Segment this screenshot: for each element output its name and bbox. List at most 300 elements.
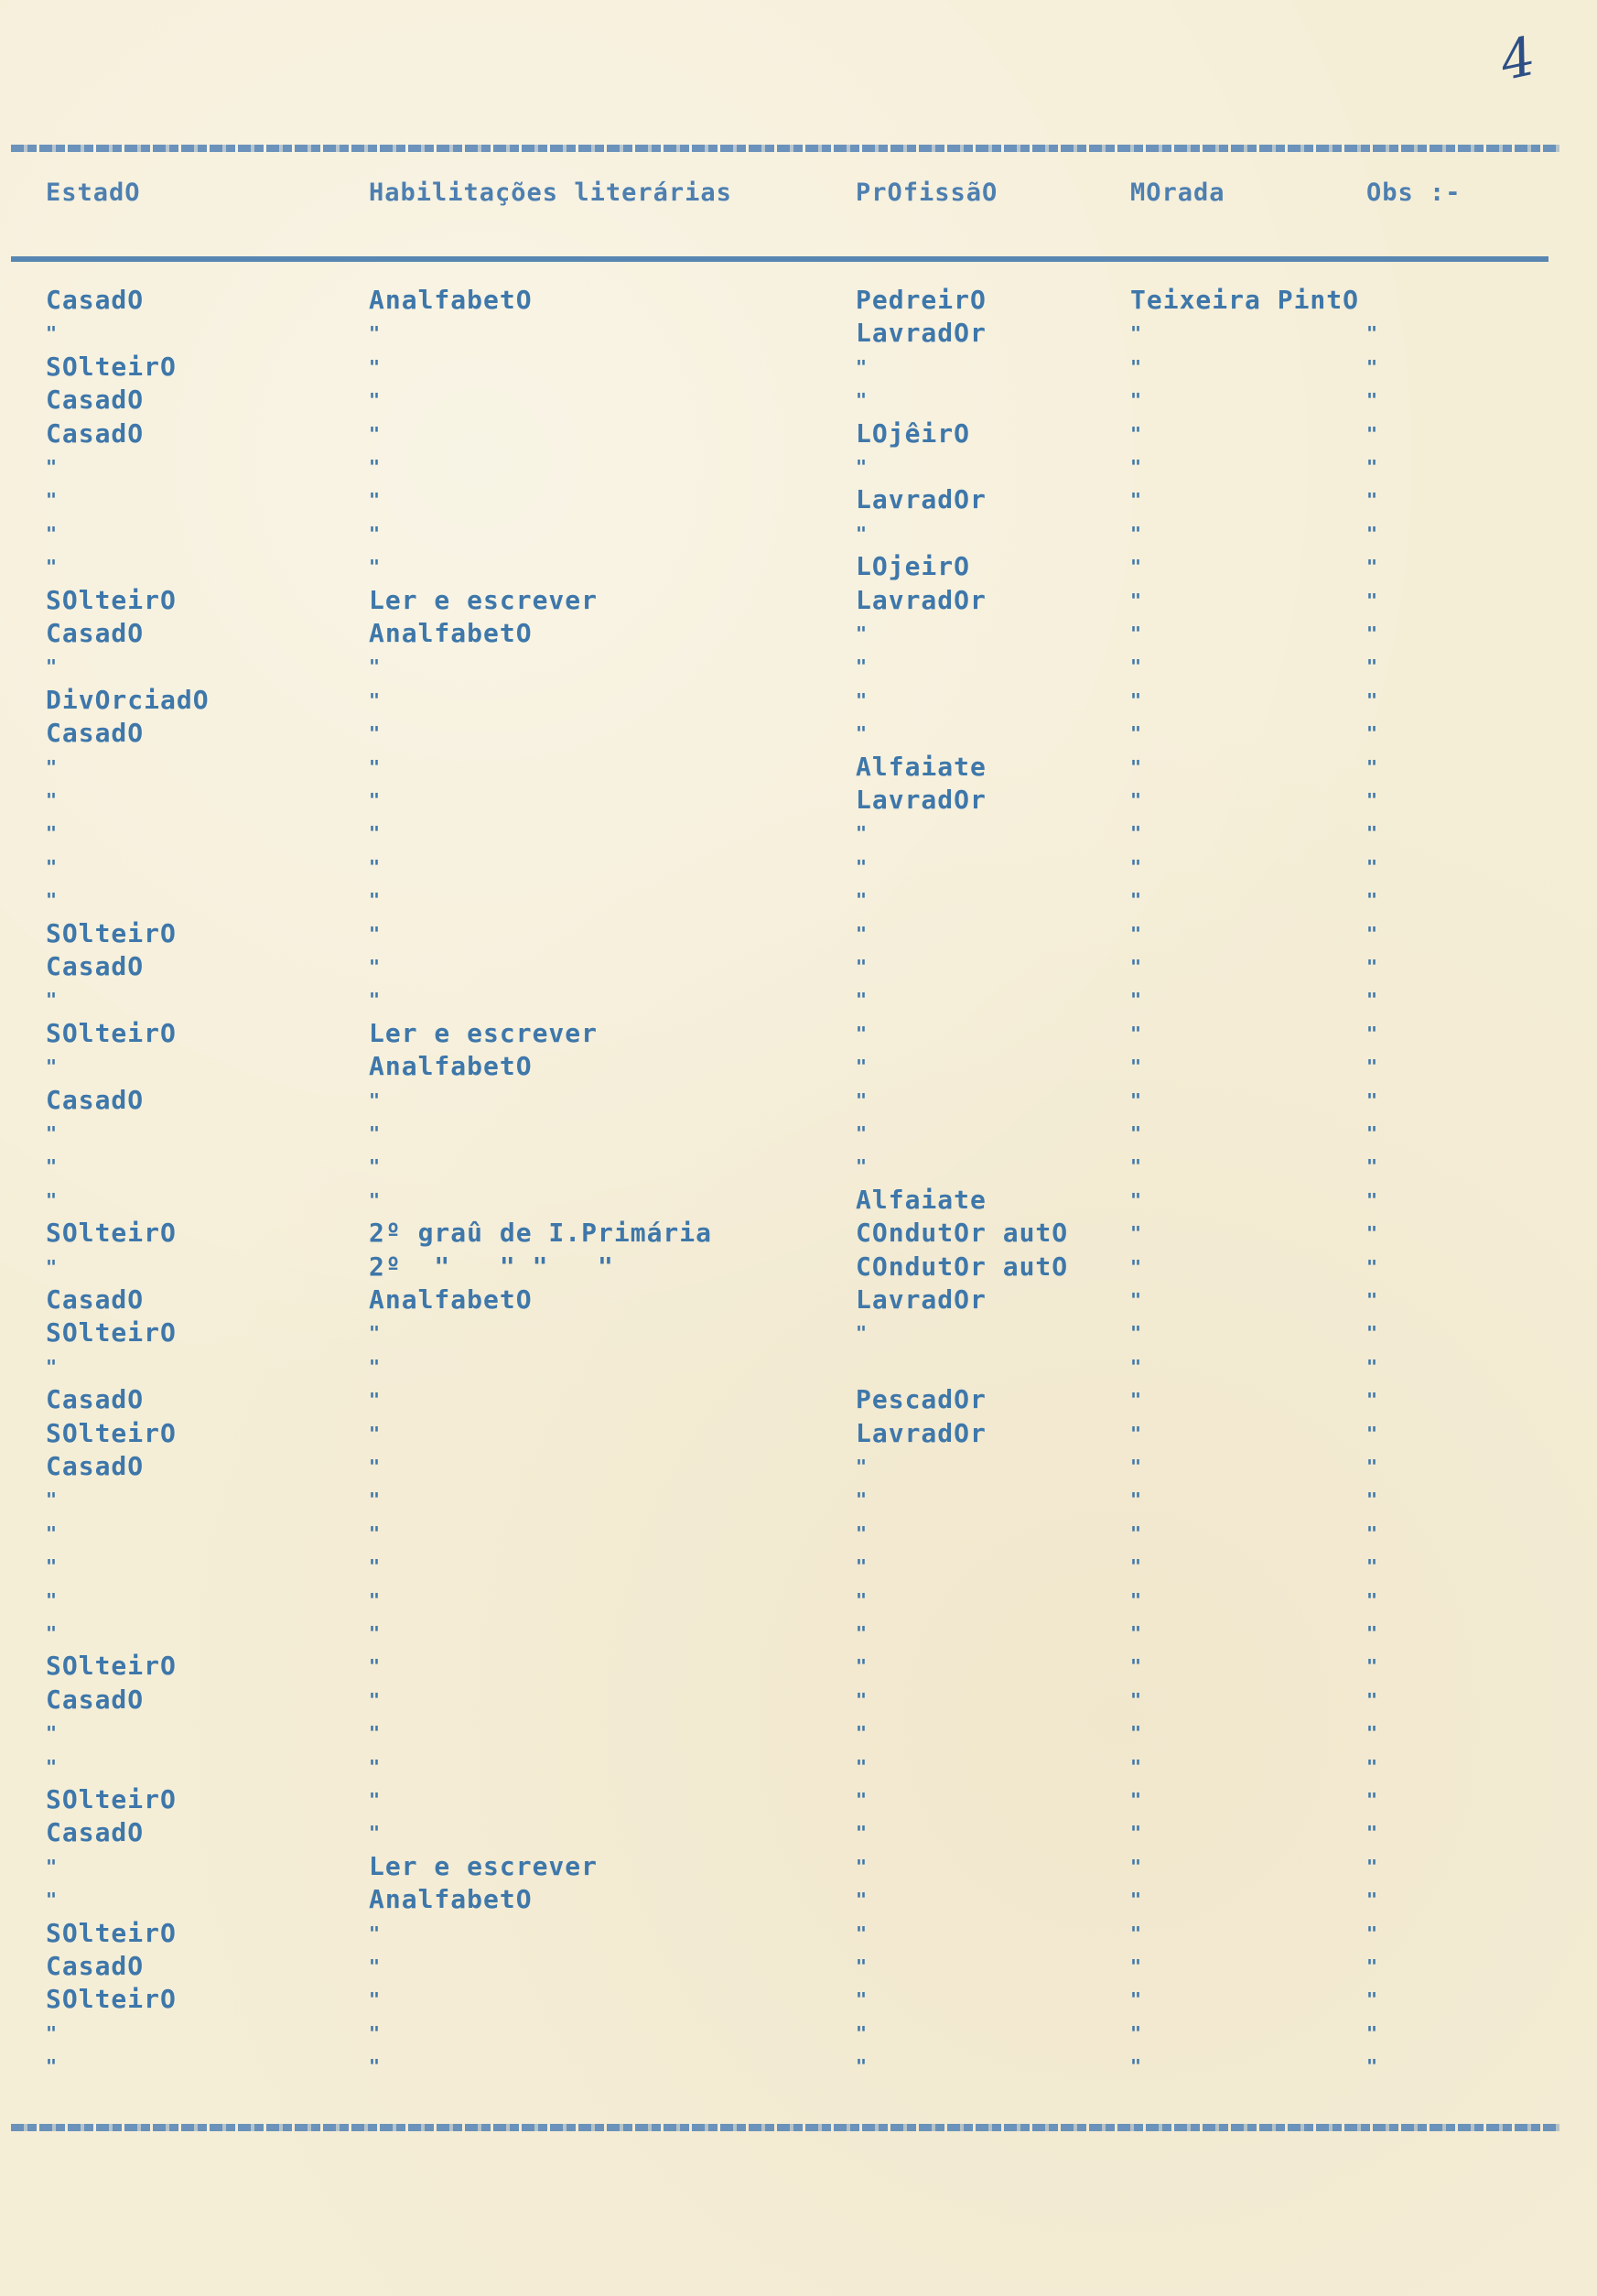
table-row xyxy=(0,517,1597,550)
cell-estado: " xyxy=(46,1355,58,1378)
cell-profissao: " xyxy=(856,688,868,711)
cell-obs: " xyxy=(1366,1955,1378,1977)
cell-profissao: Alfaiate xyxy=(856,751,987,782)
cell-estado: " xyxy=(46,1622,58,1644)
cell-estado: " xyxy=(46,489,58,512)
table-header xyxy=(0,179,1597,210)
cell-obs: " xyxy=(1366,1789,1378,1811)
cell-morada: " xyxy=(1130,1088,1142,1111)
cell-habilitacoes: " xyxy=(369,2055,381,2078)
table-row xyxy=(0,1117,1597,1150)
cell-morada: " xyxy=(1130,855,1142,878)
cell-morada: " xyxy=(1130,822,1142,845)
cell-obs: " xyxy=(1366,1755,1378,1778)
cell-habilitacoes: " xyxy=(369,422,381,445)
cell-profissao: " xyxy=(856,855,868,878)
cell-morada: " xyxy=(1130,1056,1142,1078)
cell-habilitacoes: " xyxy=(369,522,381,545)
cell-estado: " xyxy=(46,1489,58,1511)
table-row xyxy=(0,1816,1597,1849)
cell-estado: " xyxy=(46,1755,58,1778)
cell-morada: " xyxy=(1130,2055,1142,2078)
cell-estado: " xyxy=(46,655,58,678)
cell-estado: SOlteirO xyxy=(46,1218,177,1249)
cell-obs: " xyxy=(1366,1988,1378,2011)
table-row xyxy=(0,1717,1597,1749)
cell-estado: " xyxy=(46,1722,58,1745)
cell-obs: " xyxy=(1366,922,1378,945)
cell-obs: " xyxy=(1366,1088,1378,1111)
table-row xyxy=(0,1550,1597,1583)
cell-estado: CasadO xyxy=(46,1951,145,1981)
cell-obs: " xyxy=(1366,389,1378,412)
cell-morada: " xyxy=(1130,522,1142,545)
table-row xyxy=(0,1316,1597,1349)
cell-estado: SOlteirO xyxy=(46,1017,177,1048)
header-estado: EstadO xyxy=(46,179,141,207)
cell-profissao: " xyxy=(856,1555,868,1578)
cell-obs: " xyxy=(1366,355,1378,378)
cell-profissao: " xyxy=(856,2021,868,2044)
cell-estado: " xyxy=(46,322,58,345)
cell-profissao: LavradOr xyxy=(856,1417,987,1448)
cell-profissao: " xyxy=(856,922,868,945)
table-row xyxy=(0,284,1597,317)
cell-habilitacoes: " xyxy=(369,889,381,912)
table-row xyxy=(0,650,1597,683)
table-row xyxy=(0,1283,1597,1316)
cell-habilitacoes: " xyxy=(369,1622,381,1644)
header-obs: Obs :- xyxy=(1366,179,1462,207)
cell-morada: " xyxy=(1130,1489,1142,1511)
cell-obs: " xyxy=(1366,1422,1378,1445)
cell-morada: " xyxy=(1130,2021,1142,2044)
cell-obs: " xyxy=(1366,1355,1378,1378)
cell-profissao: " xyxy=(856,1789,868,1811)
cell-obs: " xyxy=(1366,1655,1378,1678)
cell-profissao: LavradOr xyxy=(856,318,987,349)
cell-obs: " xyxy=(1366,1622,1378,1644)
table-row xyxy=(0,1084,1597,1117)
cell-estado: " xyxy=(46,1056,58,1078)
cell-obs: " xyxy=(1366,2021,1378,2044)
cell-habilitacoes: Ler e escrever xyxy=(369,1850,599,1881)
table-row xyxy=(0,1217,1597,1250)
cell-profissao: " xyxy=(856,1955,868,1977)
cell-morada: " xyxy=(1130,1922,1142,1944)
cell-profissao: " xyxy=(856,1922,868,1944)
table-row xyxy=(0,1050,1597,1083)
cell-habilitacoes: " xyxy=(369,855,381,878)
table-row xyxy=(0,1584,1597,1617)
top-dashed-rule xyxy=(11,145,1559,152)
cell-estado: " xyxy=(46,822,58,845)
cell-morada: " xyxy=(1130,1822,1142,1845)
cell-habilitacoes: " xyxy=(369,1088,381,1111)
cell-estado: SOlteirO xyxy=(46,917,177,948)
cell-morada: " xyxy=(1130,1456,1142,1478)
table-row xyxy=(0,550,1597,583)
cell-profissao: " xyxy=(856,1456,868,1478)
cell-profissao: " xyxy=(856,1655,868,1678)
cell-estado: CasadO xyxy=(46,1384,145,1415)
cell-profissao: " xyxy=(856,1988,868,2011)
cell-estado: " xyxy=(46,456,58,478)
cell-habilitacoes: " xyxy=(369,322,381,345)
cell-habilitacoes: Ler e escrever xyxy=(369,584,599,615)
cell-obs: " xyxy=(1366,1056,1378,1078)
table-row xyxy=(0,1983,1597,2016)
cell-profissao: LavradOr xyxy=(856,584,987,615)
cell-profissao: COndutOr autO xyxy=(856,1251,1069,1282)
cell-estado: " xyxy=(46,989,58,1012)
cell-obs: " xyxy=(1366,456,1378,478)
cell-profissao: LOjêirO xyxy=(856,417,971,449)
cell-habilitacoes: " xyxy=(369,755,381,778)
cell-profissao: " xyxy=(856,1522,868,1544)
cell-profissao: " xyxy=(856,1822,868,1845)
table-row xyxy=(0,351,1597,384)
cell-estado: CasadO xyxy=(46,285,145,315)
cell-estado: SOlteirO xyxy=(46,1984,177,2015)
cell-morada: " xyxy=(1130,1322,1142,1345)
cell-obs: " xyxy=(1366,1456,1378,1478)
cell-habilitacoes: " xyxy=(369,1789,381,1811)
cell-habilitacoes: " xyxy=(369,355,381,378)
table-row xyxy=(0,1150,1597,1183)
cell-estado: SOlteirO xyxy=(46,1417,177,1448)
cell-estado: CasadO xyxy=(46,1451,145,1481)
cell-estado: " xyxy=(46,1588,58,1611)
table-row xyxy=(0,1684,1597,1717)
cell-obs: " xyxy=(1366,1289,1378,1311)
cell-habilitacoes: " xyxy=(369,1722,381,1745)
cell-profissao: " xyxy=(856,1322,868,1345)
cell-estado: CasadO xyxy=(46,718,145,749)
cell-obs: " xyxy=(1366,522,1378,545)
cell-estado: CasadO xyxy=(46,1284,145,1315)
cell-morada: " xyxy=(1130,956,1142,978)
cell-morada: " xyxy=(1130,1988,1142,2011)
cell-habilitacoes: 2º " " " " xyxy=(369,1251,614,1282)
cell-profissao: " xyxy=(856,1489,868,1511)
cell-habilitacoes: " xyxy=(369,1522,381,1544)
table-row xyxy=(0,1750,1597,1783)
table-row xyxy=(0,917,1597,950)
cell-habilitacoes: " xyxy=(369,1822,381,1845)
cell-morada: " xyxy=(1130,1722,1142,1745)
cell-morada: Teixeira PintO xyxy=(1130,285,1360,315)
table-row xyxy=(0,817,1597,850)
cell-morada: " xyxy=(1130,1622,1142,1644)
table-row xyxy=(0,717,1597,750)
cell-obs: " xyxy=(1366,556,1378,579)
cell-obs: " xyxy=(1366,422,1378,445)
header-underline xyxy=(11,256,1548,262)
cell-morada: " xyxy=(1130,1022,1142,1045)
cell-obs: " xyxy=(1366,1889,1378,1912)
cell-estado: " xyxy=(46,1155,58,1178)
table-row xyxy=(0,584,1597,617)
page-number-handwritten: 4 xyxy=(1494,24,1541,93)
cell-obs: " xyxy=(1366,755,1378,778)
table-row xyxy=(0,2050,1597,2083)
cell-profissao: " xyxy=(856,822,868,845)
cell-obs: " xyxy=(1366,1688,1378,1711)
cell-estado: DivOrciadO xyxy=(46,684,210,715)
cell-obs: " xyxy=(1366,655,1378,678)
cell-habilitacoes: " xyxy=(369,1389,381,1412)
table-row xyxy=(0,983,1597,1016)
table-row xyxy=(0,883,1597,916)
cell-habilitacoes: " xyxy=(369,1655,381,1678)
table-row xyxy=(0,1783,1597,1816)
table-row xyxy=(0,850,1597,883)
cell-morada: " xyxy=(1130,489,1142,512)
cell-estado: " xyxy=(46,1122,58,1144)
table-row xyxy=(0,1650,1597,1683)
cell-obs: " xyxy=(1366,1922,1378,1944)
table-row xyxy=(0,1184,1597,1217)
cell-profissao: Alfaiate xyxy=(856,1184,987,1215)
cell-estado: SOlteirO xyxy=(46,1317,177,1348)
table-row xyxy=(0,1450,1597,1483)
cell-estado: SOlteirO xyxy=(46,584,177,615)
table-row xyxy=(0,950,1597,983)
cell-estado: " xyxy=(46,2021,58,2044)
table-row xyxy=(0,684,1597,717)
cell-estado: CasadO xyxy=(46,951,145,981)
cell-habilitacoes: " xyxy=(369,1489,381,1511)
cell-habilitacoes: " xyxy=(369,1355,381,1378)
cell-morada: " xyxy=(1130,1122,1142,1144)
cell-estado: " xyxy=(46,889,58,912)
cell-obs: " xyxy=(1366,1222,1378,1245)
cell-obs: " xyxy=(1366,623,1378,644)
table-row xyxy=(0,784,1597,817)
cell-estado: CasadO xyxy=(46,384,145,416)
cell-estado: " xyxy=(46,2055,58,2078)
cell-habilitacoes: " xyxy=(369,822,381,845)
cell-estado: SOlteirO xyxy=(46,1784,177,1814)
cell-obs: " xyxy=(1366,1155,1378,1178)
cell-profissao: " xyxy=(856,1755,868,1778)
cell-morada: " xyxy=(1130,1389,1142,1412)
table-row xyxy=(0,1383,1597,1416)
cell-estado: " xyxy=(46,1188,58,1211)
cell-obs: " xyxy=(1366,822,1378,845)
cell-habilitacoes: " xyxy=(369,956,381,978)
cell-profissao: " xyxy=(856,655,868,678)
table-row xyxy=(0,1017,1597,1050)
cell-obs: " xyxy=(1366,1122,1378,1144)
cell-habilitacoes: " xyxy=(369,722,381,745)
table-row xyxy=(0,2017,1597,2050)
cell-profissao: " xyxy=(856,389,868,412)
cell-habilitacoes: " xyxy=(369,556,381,579)
cell-obs: " xyxy=(1366,1588,1378,1611)
cell-habilitacoes: AnalfabetO xyxy=(369,1051,533,1082)
cell-habilitacoes: " xyxy=(369,1456,381,1478)
cell-habilitacoes: 2º graû de I.Primária xyxy=(369,1218,713,1249)
cell-morada: " xyxy=(1130,623,1142,644)
cell-habilitacoes: " xyxy=(369,489,381,512)
cell-habilitacoes: AnalfabetO xyxy=(369,1884,533,1915)
cell-habilitacoes: " xyxy=(369,389,381,412)
cell-morada: " xyxy=(1130,688,1142,711)
cell-profissao: " xyxy=(856,1022,868,1045)
cell-profissao: " xyxy=(856,722,868,745)
table-row xyxy=(0,417,1597,450)
cell-habilitacoes: " xyxy=(369,1155,381,1178)
cell-habilitacoes: " xyxy=(369,989,381,1012)
table-row xyxy=(0,1883,1597,1916)
cell-morada: " xyxy=(1130,389,1142,412)
cell-habilitacoes: " xyxy=(369,1922,381,1944)
cell-obs: " xyxy=(1366,2055,1378,2078)
cell-morada: " xyxy=(1130,789,1142,811)
cell-obs: " xyxy=(1366,722,1378,745)
cell-obs: " xyxy=(1366,322,1378,345)
cell-estado: " xyxy=(46,556,58,579)
table-row xyxy=(0,1950,1597,1983)
cell-obs: " xyxy=(1366,489,1378,512)
cell-profissao: LOjeirO xyxy=(856,551,971,582)
cell-morada: " xyxy=(1130,422,1142,445)
cell-estado: " xyxy=(46,789,58,811)
cell-morada: " xyxy=(1130,1889,1142,1912)
bottom-dashed-rule xyxy=(11,2124,1559,2131)
cell-profissao: " xyxy=(856,1889,868,1912)
cell-profissao: " xyxy=(856,1588,868,1611)
cell-obs: " xyxy=(1366,589,1378,612)
cell-habilitacoes: " xyxy=(369,922,381,945)
cell-morada: " xyxy=(1130,1688,1142,1711)
cell-morada: " xyxy=(1130,1289,1142,1311)
cell-habilitacoes: AnalfabetO xyxy=(369,285,533,315)
cell-profissao: PedreirO xyxy=(856,285,987,315)
cell-morada: " xyxy=(1130,1155,1142,1178)
cell-profissao: " xyxy=(856,355,868,378)
cell-obs: " xyxy=(1366,1522,1378,1544)
cell-obs: " xyxy=(1366,688,1378,711)
cell-estado: " xyxy=(46,522,58,545)
cell-profissao: " xyxy=(856,1056,868,1078)
cell-estado: CasadO xyxy=(46,1817,145,1848)
cell-morada: " xyxy=(1130,1355,1142,1378)
cell-obs: " xyxy=(1366,855,1378,878)
cell-morada: " xyxy=(1130,1655,1142,1678)
cell-morada: " xyxy=(1130,355,1142,378)
cell-estado: " xyxy=(46,1522,58,1544)
cell-obs: " xyxy=(1366,1188,1378,1211)
table-row xyxy=(0,1483,1597,1516)
cell-profissao: " xyxy=(856,1722,868,1745)
cell-profissao: " xyxy=(856,1688,868,1711)
cell-habilitacoes: " xyxy=(369,1188,381,1211)
table-row xyxy=(0,1251,1597,1283)
cell-habilitacoes: " xyxy=(369,1422,381,1445)
cell-obs: " xyxy=(1366,1389,1378,1412)
cell-estado: " xyxy=(46,1855,58,1878)
cell-profissao: LavradOr xyxy=(856,484,987,515)
cell-morada: " xyxy=(1130,1555,1142,1578)
table-row xyxy=(0,1517,1597,1550)
cell-obs: " xyxy=(1366,956,1378,978)
table-row xyxy=(0,450,1597,483)
cell-obs: " xyxy=(1366,1489,1378,1511)
cell-obs: " xyxy=(1366,1555,1378,1578)
header-morada: MOrada xyxy=(1130,179,1225,207)
cell-profissao: " xyxy=(856,2055,868,2078)
cell-profissao: LavradOr xyxy=(856,1284,987,1315)
cell-morada: " xyxy=(1130,655,1142,678)
table-row xyxy=(0,1417,1597,1450)
table-row xyxy=(0,1917,1597,1950)
cell-obs: " xyxy=(1366,1855,1378,1878)
cell-estado: " xyxy=(46,855,58,878)
cell-profissao: COndutOr autO xyxy=(856,1218,1069,1249)
cell-profissao: " xyxy=(856,1622,868,1644)
cell-obs: " xyxy=(1366,989,1378,1012)
cell-habilitacoes: Ler e escrever xyxy=(369,1017,599,1048)
cell-morada: " xyxy=(1130,322,1142,345)
cell-estado: CasadO xyxy=(46,417,145,449)
cell-profissao: " xyxy=(856,956,868,978)
table-row xyxy=(0,751,1597,784)
table-row xyxy=(0,1350,1597,1383)
cell-morada: " xyxy=(1130,456,1142,478)
cell-estado: " xyxy=(46,1255,58,1278)
cell-morada: " xyxy=(1130,1422,1142,1445)
cell-habilitacoes: " xyxy=(369,1755,381,1778)
cell-obs: " xyxy=(1366,1255,1378,1278)
cell-profissao: " xyxy=(856,1088,868,1111)
cell-estado: SOlteirO xyxy=(46,1917,177,1948)
cell-habilitacoes: AnalfabetO xyxy=(369,618,533,648)
cell-profissao: PescadOr xyxy=(856,1384,987,1415)
cell-morada: " xyxy=(1130,755,1142,778)
cell-habilitacoes: " xyxy=(369,1588,381,1611)
cell-estado: " xyxy=(46,1555,58,1578)
table-row xyxy=(0,317,1597,350)
cell-morada: " xyxy=(1130,556,1142,579)
cell-habilitacoes: " xyxy=(369,1688,381,1711)
cell-morada: " xyxy=(1130,589,1142,612)
cell-morada: " xyxy=(1130,722,1142,745)
cell-habilitacoes: " xyxy=(369,1955,381,1977)
table-row xyxy=(0,483,1597,516)
header-habilitacoes: Habilitações literárias xyxy=(369,179,732,207)
cell-obs: " xyxy=(1366,1022,1378,1045)
cell-habilitacoes: " xyxy=(369,1322,381,1345)
cell-estado: CasadO xyxy=(46,1084,145,1115)
cell-morada: " xyxy=(1130,889,1142,912)
cell-obs: " xyxy=(1366,1822,1378,1845)
cell-morada: " xyxy=(1130,1955,1142,1977)
cell-habilitacoes: " xyxy=(369,789,381,811)
cell-profissao: " xyxy=(856,1122,868,1144)
cell-estado: SOlteirO xyxy=(46,1651,177,1682)
cell-profissao: " xyxy=(856,989,868,1012)
cell-morada: " xyxy=(1130,1789,1142,1811)
cell-morada: " xyxy=(1130,989,1142,1012)
cell-estado: CasadO xyxy=(46,618,145,648)
cell-habilitacoes: " xyxy=(369,655,381,678)
cell-profissao: " xyxy=(856,1155,868,1178)
header-profissao: PrOfissãO xyxy=(856,179,998,207)
table-row xyxy=(0,617,1597,650)
